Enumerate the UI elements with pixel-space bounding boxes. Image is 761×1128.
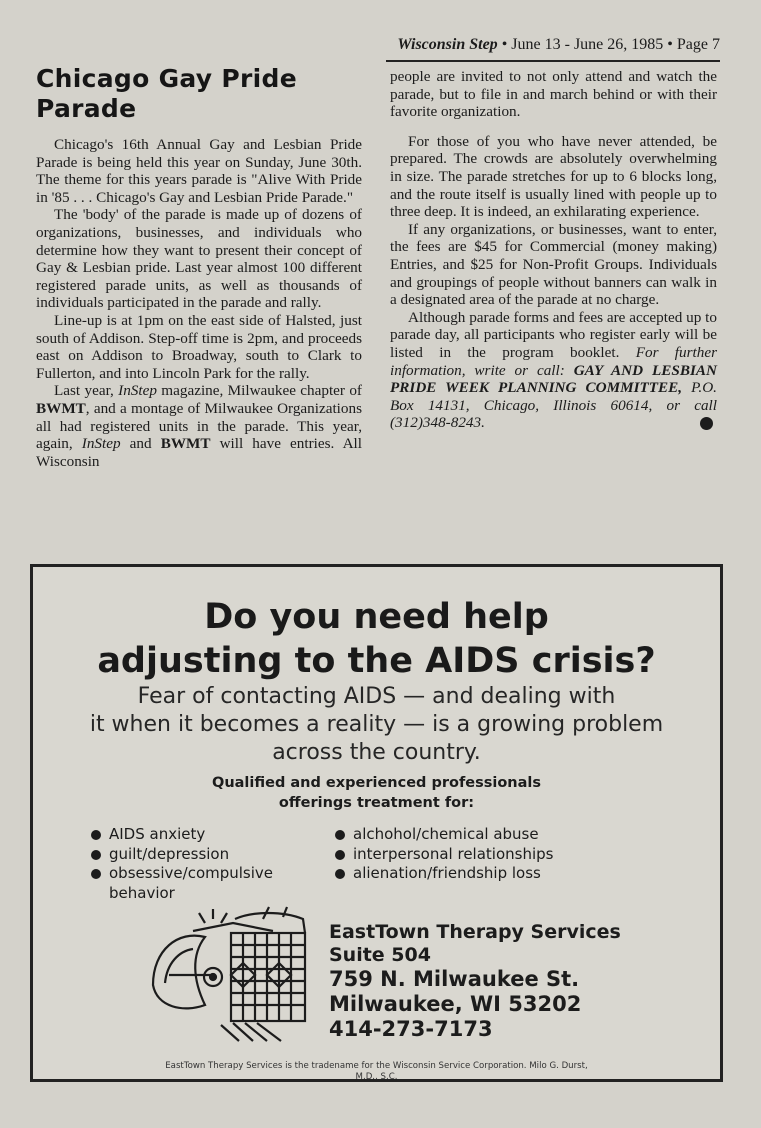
page-header — [30, 34, 720, 56]
contact-block — [329, 921, 709, 1042]
treatment-list-right — [335, 825, 635, 884]
ad-qualifications-line: offerings treatment for: — [278, 795, 475, 811]
article-column-left — [36, 64, 362, 470]
text-run: Although parade forms and fees are accepted up to parade day, all participants who register early will be listed in the program booklet. — [390, 308, 717, 361]
article-paragraph: For those of you who have never attended, be prepared. The crowds are absolutely overwhelming in size. The parade stretches for up to 6 blocks long, and the route itself is usually lined with people up to three deep. It is indeed, an exhilarating experience. — [390, 132, 717, 221]
article-column-right — [390, 68, 717, 432]
article-paragraph: If any organizations, or businesses, want to enter, the fees are $45 for Commercial (money making) Entries, and $25 for Non-Profit Groups. Individuals and groupings of people without banners can walk in a designated area of the parade at no charge. — [390, 220, 717, 309]
article-paragraph: The 'body' of the parade is made up of dozens of organizations, businesses, and individuals who determine how they want to present their concept of Gay & Lesbian pride. Last year almost 100 different registered parade units, as well as thousands of individuals participated in the parade and rally. — [36, 206, 362, 312]
phone-number: 414-273-7173 — [329, 1017, 493, 1041]
list-item: obsessive/compulsive behavior — [91, 864, 321, 903]
therapy-advertisement — [30, 564, 723, 1082]
ad-headline-line: Do you need help — [204, 597, 549, 637]
publication-name: Wisconsin Step — [397, 36, 498, 53]
ad-footnote — [33, 1061, 720, 1083]
footnote-line: EastTown Therapy Services is the tradename for the Wisconsin Service Corporation. Milo G. Durst, — [165, 1061, 588, 1071]
ad-headline-line: adjusting to the AIDS crisis? — [97, 641, 656, 681]
ad-subheadline-line: it when it becomes a reality — is a growing problem — [89, 712, 664, 737]
header-rule — [386, 60, 720, 62]
list-item: alienation/friendship loss — [335, 864, 635, 884]
article-paragraph: Line-up is at 1pm on the east side of Halsted, just south of Addison. Step-off time is 2pm, and proceeds east on Addison to Broadway, south to Clark to Fullerton, and into Lincoln Park for the rally. — [36, 311, 362, 382]
instep-mention: InStep — [118, 382, 157, 400]
article-paragraph — [36, 382, 362, 470]
text-run: and — [120, 435, 161, 453]
city-state-zip: Milwaukee, WI 53202 — [329, 992, 582, 1016]
end-mark-icon — [700, 417, 713, 430]
list-item: interpersonal relationships — [335, 845, 635, 865]
bwmt-mention: BWMT — [36, 399, 86, 417]
ad-subheadline-line: Fear of contacting AIDS — and dealing with — [137, 684, 616, 709]
text-run: , and a montage of Milwaukee Organizations all had registered units in the parade. This year, again, — [36, 399, 362, 453]
text-run: will have entries. All Wisconsin — [36, 435, 362, 470]
street-address: 759 N. Milwaukee St. — [329, 967, 580, 991]
ad-qualifications-line: Qualified and experienced professionals — [212, 775, 541, 791]
instep-mention: InStep — [81, 435, 121, 453]
bwmt-mention: BWMT — [160, 435, 211, 453]
text-run: magazine, Milwaukee chapter of — [156, 382, 362, 400]
text-run: Last year, — [54, 382, 119, 400]
ad-subheadline — [33, 683, 720, 767]
footnote-line: M.D., S.C. — [355, 1072, 398, 1082]
article-title-line: Parade — [36, 94, 137, 123]
list-item: alchohol/chemical abuse — [335, 825, 635, 845]
suite-number: Suite 504 — [329, 944, 431, 966]
header-separator: • — [667, 36, 673, 53]
issue-dates: June 13 - June 26, 1985 — [511, 36, 664, 53]
article-title — [36, 64, 362, 124]
business-name: EastTown Therapy Services — [329, 921, 621, 943]
list-item: AIDS anxiety — [91, 825, 321, 845]
list-item: guilt/depression — [91, 845, 321, 865]
article-title-line: Chicago Gay Pride — [36, 64, 297, 93]
committee-name: GAY AND LESBIAN PRIDE WEEK PLANNING COMMITTEE, — [390, 361, 718, 397]
easttown-logo-icon — [143, 905, 333, 1045]
text-run: For further information, write or call: — [390, 343, 717, 379]
ad-qualifications — [33, 773, 720, 813]
header-separator: • — [501, 36, 508, 53]
article-paragraph: Chicago's 16th Annual Gay and Lesbian Pride Parade is being held this year on Sunday, June 30th. The theme for this years parade is "Alive With Pride in '85 . . . Chicago's Gay and Lesbian Pride Parade." — [36, 136, 362, 206]
article-paragraph — [390, 309, 717, 432]
ad-headline — [33, 595, 720, 683]
treatment-list-left — [91, 825, 321, 903]
article-paragraph: people are invited to not only attend and watch the parade, but to file in and march behind or with their favorite organization. — [390, 68, 717, 121]
page-number: Page 7 — [676, 36, 720, 53]
ad-subheadline-line: across the country. — [272, 740, 481, 765]
contact-info: P.O. Box 14131, Chicago, Illinois 60614, or call (312)348-8243. — [390, 379, 717, 432]
